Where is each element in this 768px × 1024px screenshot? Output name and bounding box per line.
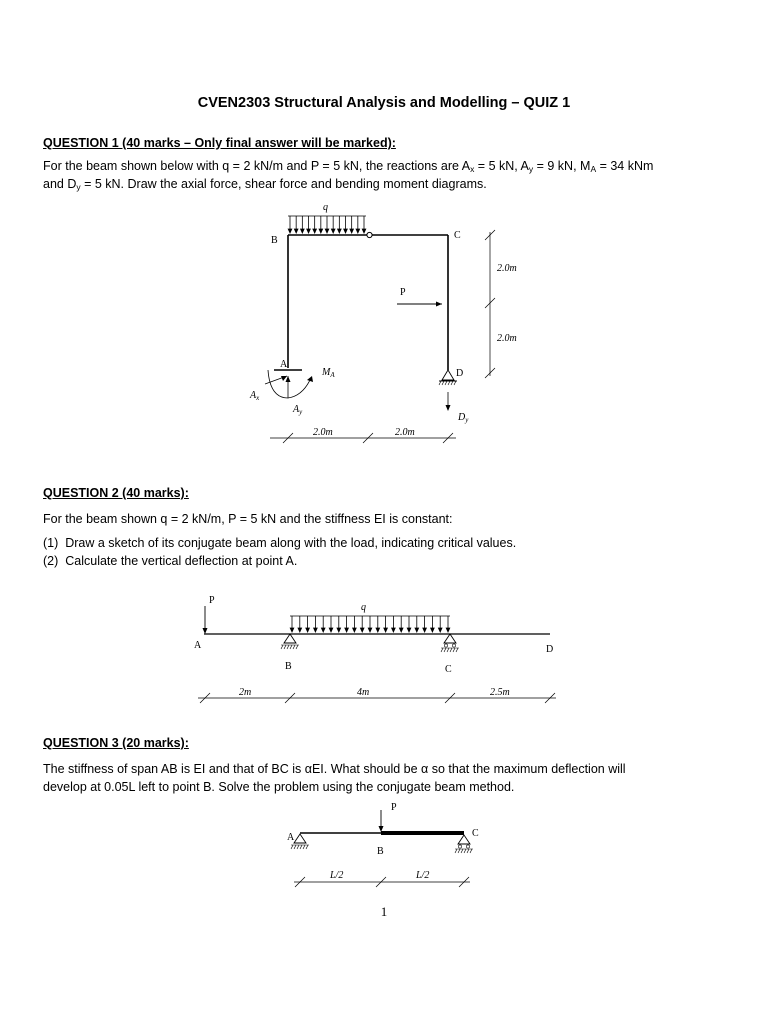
load-arrow-head <box>331 229 335 233</box>
load-arrow-head <box>407 628 411 632</box>
dim-cd: 2.5m <box>490 687 510 698</box>
load-arrow-head <box>319 229 323 233</box>
label-q: q <box>361 602 366 613</box>
label-d: D <box>546 644 554 655</box>
dim-ab: L/2 <box>330 870 344 881</box>
label-d: D <box>456 368 464 379</box>
load-arrow-head <box>314 628 318 632</box>
load-arrow-head <box>290 628 294 632</box>
q2-item-1: (1) Draw a sketch of its conjugate beam along with the load, indicating critical values. <box>43 536 517 550</box>
load-arrow-head <box>423 628 427 632</box>
load-arrow-head <box>392 628 396 632</box>
label-a: A <box>194 640 202 651</box>
q2-beam-figure <box>174 586 574 712</box>
pin-support-a <box>294 834 306 843</box>
roller-support-c <box>458 835 470 844</box>
load-arrow-head <box>321 628 325 632</box>
dim-v-top: 2.0m <box>497 263 517 274</box>
load-arrow-head <box>344 229 348 233</box>
pin-support-d <box>442 370 454 380</box>
pin-support-b <box>284 634 296 643</box>
label-b: B <box>377 846 384 857</box>
dim-bc: L/2 <box>416 870 430 881</box>
load-arrow-head <box>384 628 388 632</box>
load-arrow-head <box>399 628 403 632</box>
q3-text-line2: develop at 0.05L left to point B. Solve the problem using the conjugate beam method. <box>43 780 515 794</box>
label-p: P <box>400 287 406 298</box>
load-arrow-head <box>446 628 450 632</box>
load-arrow-head <box>376 628 380 632</box>
load-arrow-head <box>329 628 333 632</box>
load-arrow-head <box>415 628 419 632</box>
dim-ab: 2m <box>239 687 252 698</box>
dim-h-right: 2.0m <box>395 427 415 438</box>
label-p: P <box>391 802 397 813</box>
q3-text-line1: The stiffness of span AB is EI and that of BC is αEI. What should be α so that the maximum deflection will <box>43 762 626 776</box>
q3-beam-figure <box>280 798 490 890</box>
label-dy: $D_y$ <box>458 412 469 424</box>
load-arrow-head <box>368 628 372 632</box>
dim-v-bottom: 2.0m <box>497 333 517 344</box>
q1-text-line1: For the beam shown below with q = 2 kN/m and P = 5 kN, the reactions are $A_x = 5$ kN, $A_y = 9$ kN, $M_A = 34$ kNm <box>43 159 654 174</box>
q3-heading: QUESTION 3 (20 marks): <box>43 736 189 750</box>
label-ma: $M_A$ <box>322 367 335 379</box>
q1-frame-figure <box>230 198 530 456</box>
q2-item-2: (2) Calculate the vertical deflection at point A. <box>43 554 298 568</box>
q2-intro: For the beam shown q = 2 kN/m, P = 5 kN and the stiffness EI is constant: <box>43 512 453 526</box>
page-number: 1 <box>380 904 388 919</box>
document-title: CVEN2303 Structural Analysis and Modelling – QUIZ 1 <box>197 95 571 111</box>
load-arrow-head <box>294 229 298 233</box>
label-c: C <box>472 828 479 839</box>
load-arrow-head <box>353 628 357 632</box>
load-arrow-head <box>360 628 364 632</box>
label-b: B <box>285 661 292 672</box>
load-arrow-head <box>338 229 342 233</box>
q1-heading: QUESTION 1 (40 marks – Only final answer will be marked): <box>43 136 396 150</box>
load-arrow-head <box>362 229 366 233</box>
load-arrow-head <box>313 229 317 233</box>
load-arrow-head <box>345 628 349 632</box>
load-arrow-head <box>307 229 311 233</box>
q2-heading: QUESTION 2 (40 marks): <box>43 486 189 500</box>
vertical-dimension-line <box>485 230 495 378</box>
load-arrow-head <box>431 628 435 632</box>
label-a: A <box>280 359 288 370</box>
dim-h-left: 2.0m <box>313 427 333 438</box>
label-q: q <box>323 202 328 213</box>
internal-hinge <box>367 232 372 237</box>
distributed-load-q <box>290 616 450 632</box>
load-arrow-head <box>306 628 310 632</box>
load-arrow-head <box>337 628 341 632</box>
load-arrow-head <box>301 229 305 233</box>
load-arrow-head <box>438 628 442 632</box>
roller-support-c <box>444 634 456 643</box>
label-c: C <box>445 664 452 675</box>
label-ay: $A_y$ <box>293 404 303 416</box>
load-arrow-head <box>325 229 329 233</box>
label-c: C <box>454 230 461 241</box>
q1-text-line2: and $D_y = 5$ kN. Draw the axial force, shear force and bending moment diagrams. <box>43 177 487 192</box>
label-ax: $A_x$ <box>250 390 260 402</box>
distributed-load-q <box>288 216 366 233</box>
load-arrow-head <box>356 229 360 233</box>
moment-ma-arrow <box>268 370 310 398</box>
load-arrow-head <box>350 229 354 233</box>
label-a: A <box>287 832 295 843</box>
label-b: B <box>271 235 278 246</box>
horizontal-dimension-line <box>270 433 456 443</box>
load-arrow-head <box>288 229 292 233</box>
load-arrow-head <box>298 628 302 632</box>
label-p: P <box>209 595 215 606</box>
dim-bc: 4m <box>357 687 370 698</box>
dimension-line <box>294 877 470 887</box>
